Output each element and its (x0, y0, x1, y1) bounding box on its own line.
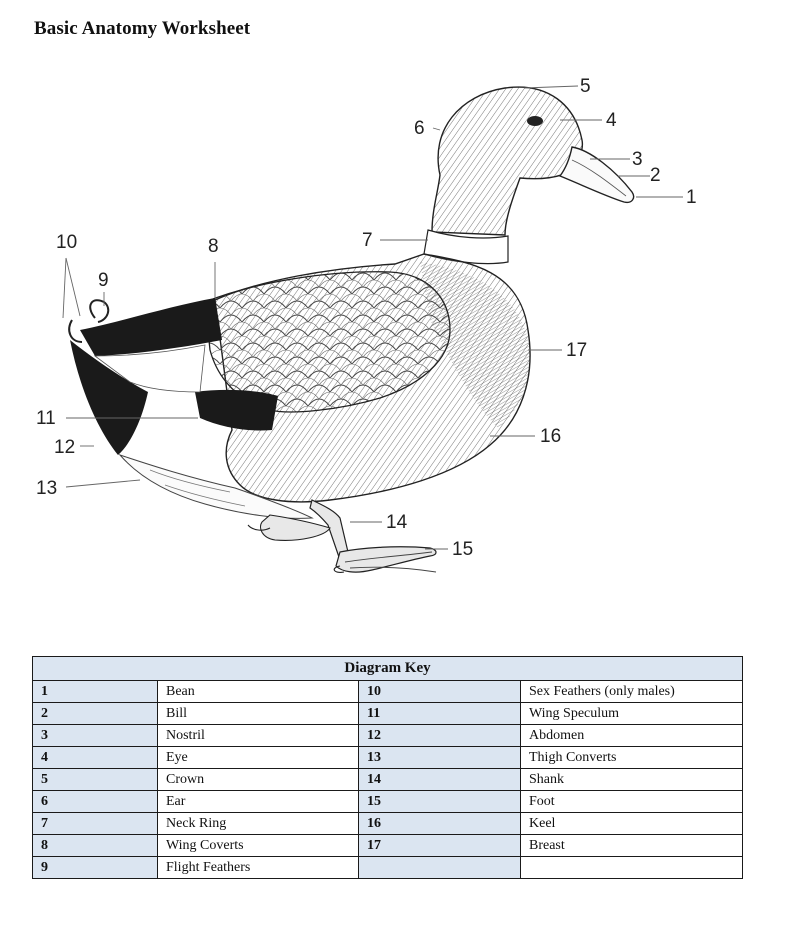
key-number-cell: 14 (359, 769, 521, 791)
table-row (33, 791, 743, 813)
key-number-cell: 10 (359, 681, 521, 703)
key-number-cell: 11 (359, 703, 521, 725)
callout-5: 5 (580, 76, 591, 97)
duck-wing-speculum (195, 390, 278, 431)
table-row (33, 681, 743, 703)
key-name-cell: Ear (158, 791, 359, 813)
duck-eye (527, 116, 543, 126)
key-name-cell: Neck Ring (158, 813, 359, 835)
table-row (33, 835, 743, 857)
worksheet-title: Basic Anatomy Worksheet (34, 18, 251, 39)
callout-2: 2 (650, 165, 661, 186)
key-name-cell: Foot (521, 791, 743, 813)
key-name-cell (521, 857, 743, 879)
table-row (33, 769, 743, 791)
key-number-cell: 5 (33, 769, 158, 791)
key-number-cell: 1 (33, 681, 158, 703)
key-name-cell: Bill (158, 703, 359, 725)
callout-1: 1 (686, 187, 697, 208)
key-number-cell: 3 (33, 725, 158, 747)
table-row (33, 725, 743, 747)
key-name-cell: Wing Coverts (158, 835, 359, 857)
key-number-cell: 16 (359, 813, 521, 835)
key-number-cell: 4 (33, 747, 158, 769)
table-row (33, 813, 743, 835)
key-number-cell: 15 (359, 791, 521, 813)
callout-13: 13 (36, 478, 58, 499)
key-number-cell: 8 (33, 835, 158, 857)
callout-17: 17 (566, 340, 588, 361)
callout-10: 10 (56, 232, 78, 253)
key-name-cell: Keel (521, 813, 743, 835)
callout-7: 7 (362, 230, 373, 251)
key-name-cell: Abdomen (521, 725, 743, 747)
key-name-cell: Eye (158, 747, 359, 769)
key-number-cell: 6 (33, 791, 158, 813)
key-name-cell: Sex Feathers (only males) (521, 681, 743, 703)
callout-6: 6 (414, 118, 425, 139)
callout-16: 16 (540, 426, 562, 447)
callout-12: 12 (54, 437, 76, 458)
callout-3: 3 (632, 149, 643, 170)
duck-head (432, 87, 582, 235)
key-number-cell (359, 857, 521, 879)
table-row (33, 703, 743, 725)
table-row (33, 747, 743, 769)
key-name-cell: Flight Feathers (158, 857, 359, 879)
callout-15: 15 (452, 539, 474, 560)
callout-9: 9 (98, 270, 109, 291)
key-number-cell: 2 (33, 703, 158, 725)
key-number-cell: 9 (33, 857, 158, 879)
callout-8: 8 (208, 236, 219, 257)
key-name-cell: Bean (158, 681, 359, 703)
key-name-cell: Breast (521, 835, 743, 857)
table-row (33, 857, 743, 879)
key-number-cell: 7 (33, 813, 158, 835)
diagram-key-body (33, 681, 743, 879)
duck-illustration (69, 87, 633, 572)
diagram-key-title: Diagram Key (33, 657, 743, 681)
callout-14: 14 (386, 512, 408, 533)
callout-4: 4 (606, 110, 617, 131)
key-name-cell: Thigh Converts (521, 747, 743, 769)
key-number-cell: 12 (359, 725, 521, 747)
key-number-cell: 13 (359, 747, 521, 769)
diagram-key-table (32, 656, 743, 879)
callout-11: 11 (36, 408, 56, 429)
key-name-cell: Nostril (158, 725, 359, 747)
key-name-cell: Crown (158, 769, 359, 791)
key-name-cell: Shank (521, 769, 743, 791)
key-name-cell: Wing Speculum (521, 703, 743, 725)
key-number-cell: 17 (359, 835, 521, 857)
